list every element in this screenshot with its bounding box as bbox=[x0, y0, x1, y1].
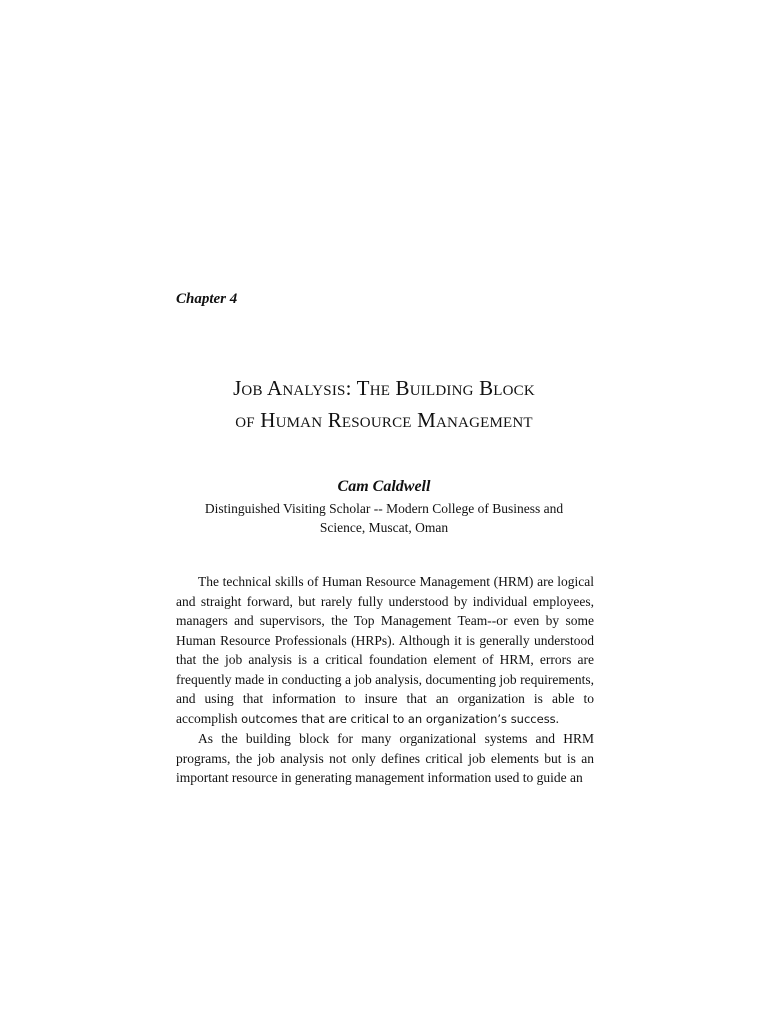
body-paragraph-1 bbox=[176, 572, 594, 729]
chapter-title bbox=[120, 372, 648, 436]
body-paragraph-2: As the building block for many organizational systems and HRM programs, the job analysis not only defines critical job elements but is an important resource in generating management information used to guide an bbox=[176, 731, 594, 785]
chapter-title-line-1: Job Analysis: The Building Block bbox=[233, 376, 535, 400]
chapter-label: Chapter 4 bbox=[176, 291, 238, 307]
author-affiliation-line-2: Science, Muscat, Oman bbox=[319, 520, 449, 535]
body-paragraph-1-tail: outcomes that are critical to an organization’s success bbox=[237, 711, 556, 726]
body-paragraph-1-lead: The technical skills of Human Resource Management (HRM) are logical and straight forward, but rarely fully understood by individual employees, managers and supervisors, the Top Management Team--or even by some Human Resource Professionals (HRPs). Although it is generally understood that the job analysis is a critical foundation element of HRM, errors are frequently made in conducting a job analysis, documenting job requirements, and using that information to insure that an organization is able to accomplish bbox=[176, 574, 594, 726]
author-name: Cam Caldwell bbox=[337, 478, 431, 495]
body-paragraph-1-end: . bbox=[555, 710, 560, 726]
author-block bbox=[150, 476, 618, 537]
body-text bbox=[176, 572, 594, 788]
author-affiliation-line-1: Distinguished Visiting Scholar -- Modern College of Business and bbox=[204, 501, 564, 516]
chapter-title-line-2: of Human Resource Management bbox=[235, 408, 533, 432]
